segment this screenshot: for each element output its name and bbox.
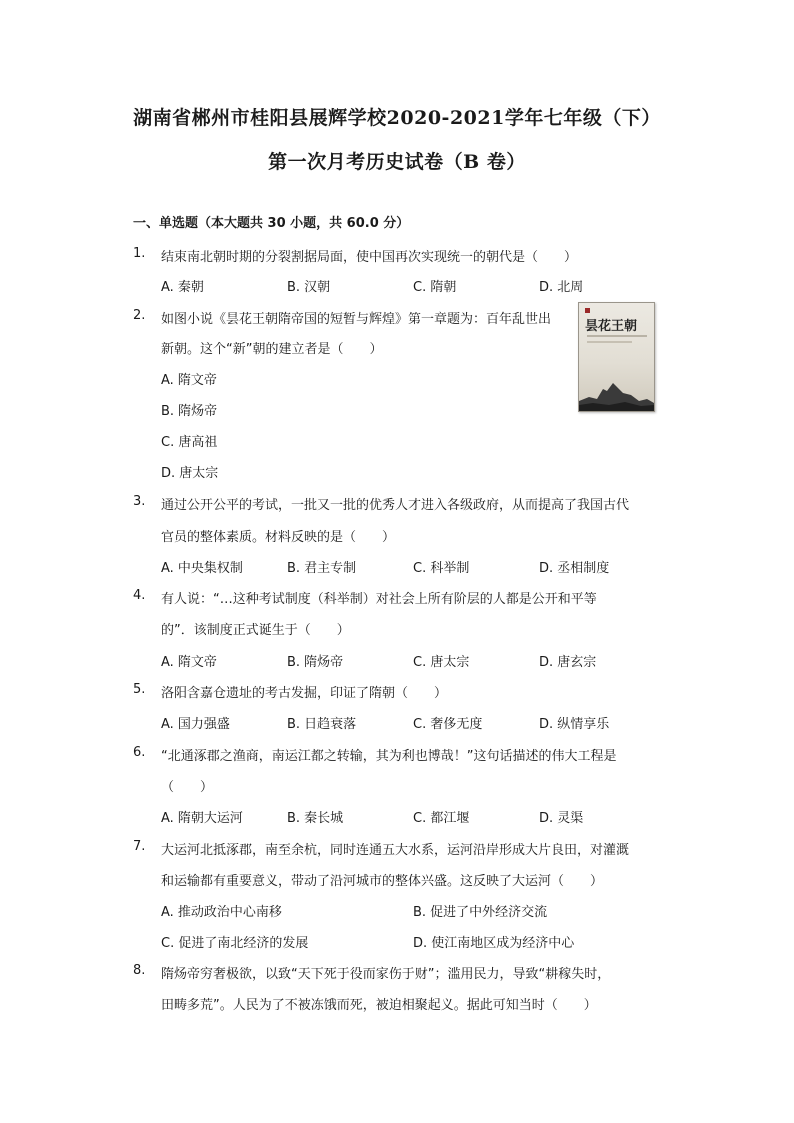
option-d: D. 唐玄宗 <box>539 655 597 670</box>
option-a: A. 国力强盛 <box>161 717 230 732</box>
book-cover-subtitle-line <box>587 335 647 337</box>
question-text: 隋炀帝穷奢极欲，以致“天下死于役而家伤于财”；滥用民力，导致“耕稼失时， <box>161 967 611 982</box>
option-c: C. 唐太宗 <box>413 655 470 670</box>
question-number: 6. <box>133 745 146 760</box>
book-cover-image <box>578 302 655 412</box>
exam-title-line1: 湖南省郴州市桂阳县展辉学校2020-2021学年七年级（下） <box>133 107 661 129</box>
question-text: 如图小说《昙花王朝隋帝国的短暂与辉煌》第一章题为：百年乱世出 <box>161 312 552 327</box>
option-b: B. 汉朝 <box>287 280 331 295</box>
question-number: 3. <box>133 494 146 509</box>
option-d: D. 丞相制度 <box>539 561 610 576</box>
question-text: 洛阳含嘉仓遗址的考古发掘，印证了隋朝（ ） <box>161 686 448 701</box>
question-text: 的”．该制度正式诞生于（ ） <box>161 623 350 638</box>
option-d: D. 唐太宗 <box>161 466 219 481</box>
option-b: B. 隋炀帝 <box>161 404 218 419</box>
option-c: C. 科举制 <box>413 561 470 576</box>
option-a: A. 秦朝 <box>161 280 204 295</box>
option-c: C. 奢侈无度 <box>413 717 483 732</box>
publisher-logo-icon <box>585 308 590 313</box>
option-c: C. 隋朝 <box>413 280 457 295</box>
question-text: 官员的整体素质。材料反映的是（ ） <box>161 530 396 545</box>
option-d: D. 北周 <box>539 280 584 295</box>
question-number: 7. <box>133 839 146 854</box>
option-d: D. 灵渠 <box>539 811 584 826</box>
book-cover-subtitle-line <box>587 341 632 343</box>
book-cover-title: 昙花王朝 <box>585 319 638 334</box>
question-number: 4. <box>133 588 146 603</box>
option-a: A. 隋文帝 <box>161 655 217 670</box>
question-text: 通过公开公平的考试，一批又一批的优秀人才进入各级政府，从而提高了我国古代 <box>161 498 630 513</box>
question-number: 2. <box>133 308 146 323</box>
question-text: 大运河北抵涿郡，南至余杭，同时连通五大水系，运河沿岸形成大片良田，对灌溉 <box>161 843 630 858</box>
exam-title-line2: 第一次月考历史试卷（B 卷） <box>268 151 526 173</box>
question-text: 新朝。这个“新”朝的建立者是（ ） <box>161 342 383 357</box>
option-b: B. 日趋衰落 <box>287 717 357 732</box>
question-number: 1. <box>133 246 146 261</box>
option-c: C. 都江堰 <box>413 811 470 826</box>
book-cover-silhouette-icon <box>579 375 654 411</box>
option-c: C. 促进了南北经济的发展 <box>161 936 309 951</box>
question-text: “北通涿郡之渔商，南运江都之转输，其为利也博哉！”这句话描述的伟大工程是 <box>161 749 617 764</box>
option-a: A. 隋文帝 <box>161 373 217 388</box>
option-b: B. 秦长城 <box>287 811 344 826</box>
section-heading: 一、单选题（本大题共 30 小题，共 60.0 分） <box>133 216 410 231</box>
option-c: C. 唐高祖 <box>161 435 218 450</box>
option-b: B. 君主专制 <box>287 561 357 576</box>
option-a: A. 隋朝大运河 <box>161 811 243 826</box>
question-text: 田畴多荒”。人民为了不被冻饿而死，被迫相聚起义。据此可知当时（ ） <box>161 998 597 1013</box>
question-text: 结束南北朝时期的分裂割据局面，使中国再次实现统一的朝代是（ ） <box>161 250 578 265</box>
option-b: B. 促进了中外经济交流 <box>413 905 548 920</box>
question-number: 5. <box>133 682 146 697</box>
option-b: B. 隋炀帝 <box>287 655 344 670</box>
question-number: 8. <box>133 963 146 978</box>
option-d: D. 纵情享乐 <box>539 717 610 732</box>
question-text: 有人说：“…这种考试制度（科举制）对社会上所有阶层的人都是公开和平等 <box>161 592 597 607</box>
option-d: D. 使江南地区成为经济中心 <box>413 936 575 951</box>
option-a: A. 中央集权制 <box>161 561 243 576</box>
question-text: 和运输都有重要意义，带动了沿河城市的整体兴盛。这反映了大运河（ ） <box>161 874 604 889</box>
option-a: A. 推动政治中心南移 <box>161 905 282 920</box>
question-text: （ ） <box>161 780 214 795</box>
